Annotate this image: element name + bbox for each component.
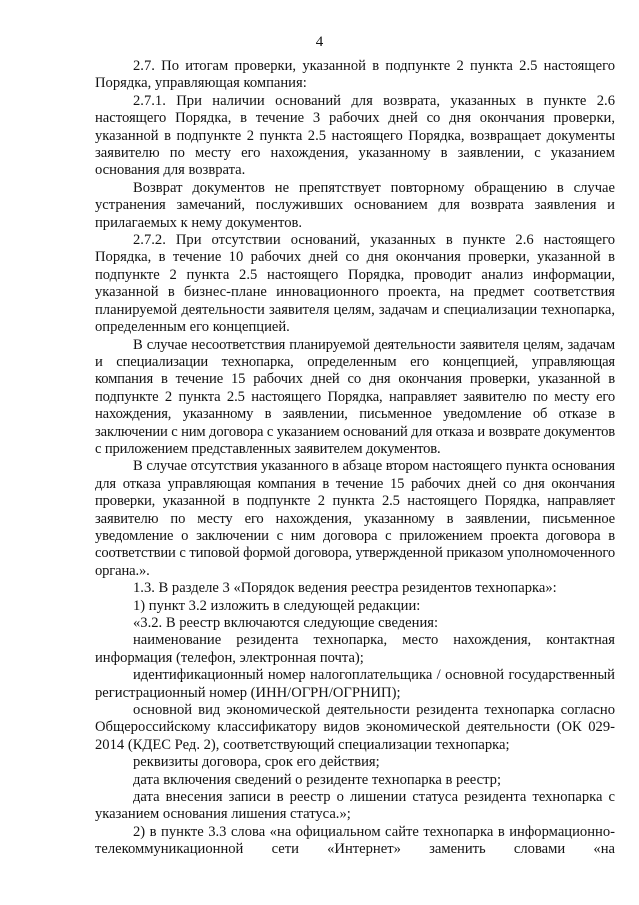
- paragraph: дата внесения записи в реестр о лишении статуса резидента технопарка с указанием основания лишения статуса.»;: [95, 789, 615, 823]
- paragraph: В случае отсутствия указанного в абзаце втором настоящего пункта основания для отказа управляющая компания в течение 15 рабочих дней со дня окончания проверки, указанной в подпункте 2 пункта 2.5 настоящего Порядка, направляет заявителю по месту его нахождения, указанному в заявлении, письменное уведомление о заключении с ним договора с приложением проекта договора в соответствии с типовой формой договора, утвержденной приказом уполномоченного органа.».: [95, 458, 615, 579]
- document-body: [95, 58, 615, 859]
- paragraph: наименование резидента технопарка, место нахождения, контактная информация (телефон, электронная почта);: [95, 632, 615, 666]
- paragraph: Возврат документов не препятствует повторному обращению в случае устранения замечаний, послуживших основанием для возврата заявления и прилагаемых к нему документов.: [95, 179, 615, 231]
- page-number: 4: [315, 34, 324, 50]
- paragraph: 1) пункт 3.2 изложить в следующей редакции:: [133, 597, 421, 614]
- paragraph: 2.7.1. При наличии оснований для возврата, указанных в пункте 2.6 настоящего Порядка, в течение 3 рабочих дней со дня окончания проверки, указанной в подпункте 2 пункта 2.5 настоящего Порядка, возвращает документы заявителю по месту его нахождения, указанному в заявлении, с указанием основания для возврата.: [95, 92, 615, 179]
- paragraph: «3.2. В реестр включаются следующие сведения:: [133, 615, 439, 631]
- paragraph: В случае несоответствия планируемой деятельности заявителя целям, задачам и специализации технопарка, определенным его концепцией, управляющая компания в течение 15 рабочих дней со дня окончания проверки, указанной в подпункте 2 пункта 2.5 настоящего Порядка, направляет заявителю по месту его нахождения, указанному в заявлении, письменное уведомление об отказе в заключении с ним договора с указанием оснований для отказа и возврате документов с приложением представленных заявителем документов.: [95, 336, 615, 457]
- paragraph: 1.3. В разделе 3 «Порядок ведения реестра резидентов технопарка»:: [133, 580, 557, 597]
- paragraph: 2) в пункте 3.3 слова «на официальном сайте технопарка в информационно-телекоммуникационной сети «Интернет» заменить словами «на: [95, 823, 615, 858]
- paragraph: дата включения сведений о резиденте технопарка в реестр;: [133, 771, 502, 788]
- paragraph: идентификационный номер налогоплательщика / основной государственный регистрационный номер (ИНН/ОГРН/ОГРНИП);: [95, 667, 615, 701]
- paragraph: 2.7.2. При отсутствии оснований, указанных в пункте 2.6 настоящего Порядка, в течение 10 рабочих дней со дня окончания проверки, указанной в подпункте 2 пункта 2.5 настоящего Порядка, проводит анализ информации, указанной в бизнес-плане инновационного проекта, на предмет соответствия планируемой деятельности заявителя целям, задачам и специализации технопарка, определенным его концепцией.: [95, 232, 615, 336]
- paragraph: основной вид экономической деятельности резидента технопарка согласно Общероссийскому классификатору видов экономической деятельности (ОК 029-2014 (КДЕС Ред. 2), соответствующий специализации технопарка;: [95, 702, 615, 753]
- paragraph: 2.7. По итогам проверки, указанной в подпункте 2 пункта 2.5 настоящего Порядка, управляющая компания:: [95, 58, 615, 92]
- paragraph: реквизиты договора, срок его действия;: [133, 754, 380, 771]
